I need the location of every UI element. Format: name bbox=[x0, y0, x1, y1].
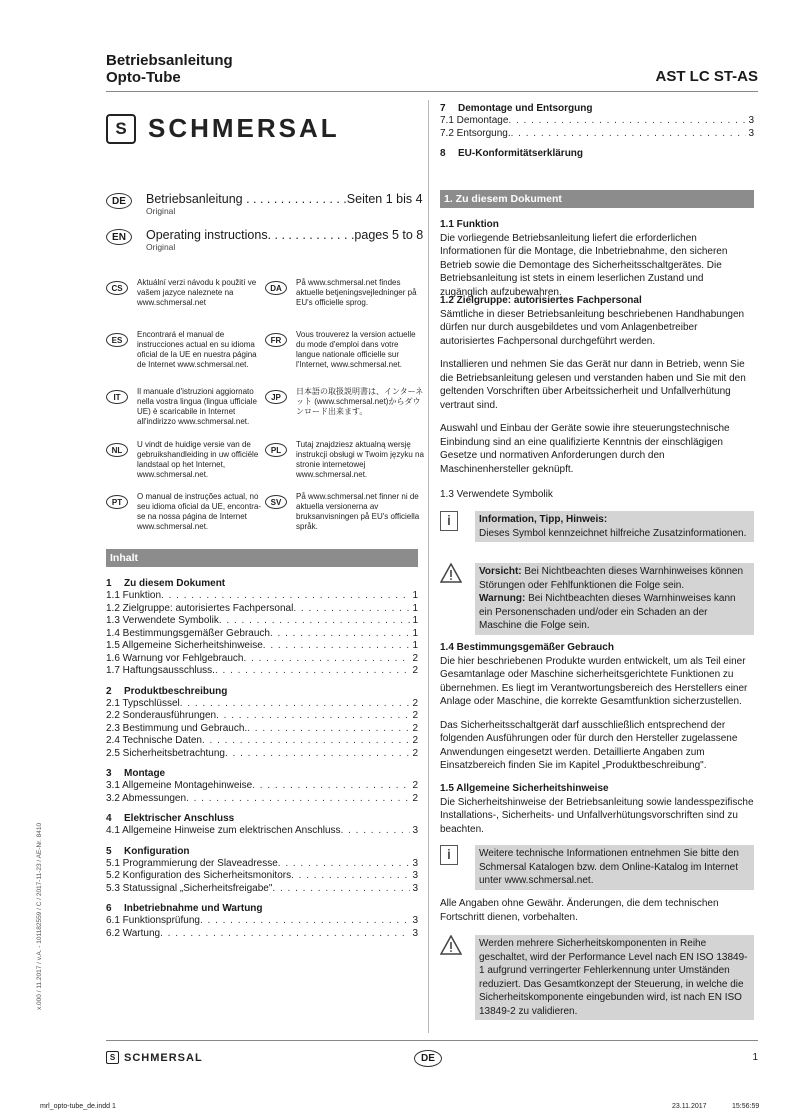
toc-entry-title: 7.2 Entsorgung. bbox=[440, 127, 511, 139]
manual-line: Betriebsanleitung . . . . . . . . . . . . . . .Seiten 1 bis 4 bbox=[146, 192, 423, 206]
toc-entry-page: 3 bbox=[412, 882, 418, 894]
toc-left bbox=[106, 577, 418, 940]
toc-dot-leader bbox=[216, 710, 410, 723]
toc-entry-page: 2 bbox=[412, 697, 418, 709]
toc-gap bbox=[106, 895, 418, 902]
info-box bbox=[440, 511, 754, 542]
footer-brand: SCHMERSAL bbox=[124, 1051, 203, 1064]
print-time: 15:56:59 bbox=[732, 1103, 760, 1110]
lang-badge: CS bbox=[106, 281, 128, 295]
warn-label: Vorsicht: bbox=[479, 566, 522, 577]
warn-text: Bei Nichtbeachten dieses Warnhinweises kann ein Personenschaden und/oder ein Schaden an der Maschine die Folge sein. bbox=[479, 593, 736, 631]
lang-badge: DE bbox=[106, 193, 132, 209]
toc-entry-page: 3 bbox=[412, 825, 418, 836]
toc-gap bbox=[440, 140, 754, 147]
manual-original: Original bbox=[146, 242, 176, 252]
toc-dot-leader bbox=[180, 698, 410, 711]
toc-section-heading[interactable] bbox=[106, 902, 418, 915]
warn-text: Bei Nichtbeachten dieses Warnhinweises können Störungen oder Fehlfunktionen die Folge sein. bbox=[479, 566, 744, 591]
toc-entry-title: 2.5 Sicherheitsbetrachtung bbox=[106, 747, 225, 759]
info-icon: i bbox=[440, 511, 458, 531]
toc-dot-leader bbox=[341, 825, 410, 838]
side-print-code: x.000 / 11.2017 / v.A. - 101182559 / C / 2017-11-23 / AE-Nr. 8410 bbox=[36, 822, 43, 1010]
toc-entry[interactable] bbox=[106, 710, 418, 723]
para: Das Sicherheitsschaltgerät darf ausschließlich entsprechend der folgenden Ausführungen oder für durch den Hersteller zugelassene Anwendungen eingesetzt werden. Detaillierte Angaben zum Einsatzbereich finden Sie im Kapitel „Produktbeschreibung". bbox=[440, 719, 738, 771]
lang-badge: PL bbox=[265, 443, 287, 457]
heading-1-2: 1.2 Zielgruppe: autorisiertes Fachpersonal bbox=[440, 295, 642, 306]
toc-entry-title: 2.4 Technische Daten bbox=[106, 735, 202, 746]
toc-entry-title: 2.3 Bestimmung und Gebrauch. bbox=[106, 722, 248, 734]
lang-note bbox=[265, 492, 424, 544]
toc-section-number: 7 bbox=[440, 103, 446, 114]
manual-original: Original bbox=[146, 206, 176, 216]
toc-section-title: Inbetriebnahme und Wartung bbox=[124, 903, 263, 914]
toc-entry[interactable] bbox=[106, 883, 418, 896]
para: Die hier beschriebenen Produkte wurden entwickelt, um als Teil einer Gesamtanlage oder Maschine sicherheitsgerichtete Funktionen zu übernehmen. Es liegt im Verantwortungsbereich des Herstellers einer Anlage oder Maschine, die korrekte Gesamtfunktion sicherzustellen. bbox=[440, 655, 748, 707]
toc-entry-title: 5.1 Programmierung der Slaveadresse bbox=[106, 857, 278, 869]
toc-entry-title: 6.2 Wartung bbox=[106, 927, 161, 939]
warn-label: Warnung: bbox=[479, 593, 526, 604]
toc-entry-title: 3.2 Abmessungen bbox=[106, 792, 187, 804]
toc-entry-page: 3 bbox=[412, 915, 418, 926]
lang-note bbox=[106, 330, 265, 387]
toc-dot-leader bbox=[272, 883, 410, 896]
lang-note bbox=[106, 492, 265, 544]
toc-entry-page: 1 bbox=[412, 615, 418, 626]
toc-entry-page: 2 bbox=[412, 722, 418, 734]
lang-note bbox=[265, 330, 424, 387]
toc-dot-leader bbox=[161, 590, 410, 603]
toc-section-heading[interactable] bbox=[106, 845, 418, 858]
lang-note bbox=[106, 278, 265, 330]
toc-entry-title: 1.6 Warnung vor Fehlgebrauch bbox=[106, 652, 244, 664]
brand-logo bbox=[106, 113, 340, 144]
toc-section-number: 8 bbox=[440, 148, 446, 159]
footer-rule bbox=[106, 1040, 758, 1041]
toc-gap bbox=[106, 760, 418, 767]
toc-entry-title: 6.1 Funktionsprüfung bbox=[106, 915, 200, 926]
lang-note bbox=[106, 387, 265, 440]
toc-entry-title: 1.3 Verwendete Symbolik bbox=[106, 615, 219, 626]
toc-gap bbox=[106, 805, 418, 812]
toc-entry[interactable] bbox=[106, 915, 418, 928]
toc-section-heading[interactable] bbox=[440, 147, 754, 160]
info-text: Weitere technische Informationen entnehmen Sie bitte den Schmersal Katalogen bzw. dem Online-Katalog im Internet unter www.schmersal.net. bbox=[475, 845, 754, 890]
toc-entry-title: 1.5 Allgemeine Sicherheitshinweise bbox=[106, 640, 263, 651]
toc-entry-page: 1 bbox=[412, 640, 418, 651]
lang-note-text: Vous trouverez la version actuelle du mode d'emploi dans votre langue nationale officielle sur l'Internet, www.schmersal.net. bbox=[296, 330, 416, 369]
toc-dot-leader bbox=[293, 603, 410, 616]
section-1-1 bbox=[440, 218, 754, 299]
footer-lang-badge: DE bbox=[414, 1050, 442, 1067]
para: Die Sicherheitshinweise der Betriebsanleitung sowie landesspezifische Installations-, Sicherheits- und Unfallverhütungsvorschriften sind zu beachten. bbox=[440, 796, 754, 835]
toc-dot-leader bbox=[186, 793, 410, 806]
lang-badge: SV bbox=[265, 495, 287, 509]
toc-entry[interactable] bbox=[106, 723, 418, 736]
toc-section-title: Elektrischer Anschluss bbox=[124, 813, 235, 824]
toc-entry-title: 3.1 Allgemeine Montagehinweise bbox=[106, 780, 253, 791]
header-rule bbox=[106, 91, 758, 92]
toc-entry[interactable] bbox=[106, 858, 418, 871]
toc-entry-title: 1.2 Zielgruppe: autorisiertes Fachpersonal bbox=[106, 602, 294, 614]
lang-note-text: Il manuale d'istruzioni aggiornato nella vostra lingua (lingua ufficiale UE) è scaricabile in Internet all'indirizzo www.schmersal.net. bbox=[137, 387, 257, 426]
toc-dot-leader bbox=[225, 748, 410, 761]
toc-entry[interactable] bbox=[440, 128, 754, 141]
toc-section-title: Produktbeschreibung bbox=[124, 685, 228, 697]
toc-dot-leader bbox=[219, 615, 410, 628]
toc-entry[interactable] bbox=[440, 115, 754, 128]
section-bar: 1. Zu diesem Dokument bbox=[440, 190, 754, 208]
lang-badge: FR bbox=[265, 333, 287, 347]
toc-entry-page: 3 bbox=[748, 115, 754, 126]
toc-entry[interactable] bbox=[106, 640, 418, 653]
language-notes bbox=[106, 278, 424, 544]
toc-entry[interactable] bbox=[106, 928, 418, 941]
warning-icon bbox=[440, 563, 462, 583]
toc-entry[interactable] bbox=[106, 870, 418, 883]
toc-entry-page: 2 bbox=[412, 665, 418, 676]
print-date: 23.11.2017 bbox=[672, 1103, 707, 1110]
lang-note bbox=[106, 440, 265, 492]
para: Sämtliche in dieser Betriebsanleitung beschriebenen Handhabungen dürfen nur durch ausgebildetes und vom Anlagenbetreiber autorisiertes Fachpersonal durchgeführt werden. bbox=[440, 308, 745, 347]
toc-entry-page: 1 bbox=[412, 590, 418, 601]
toc-entry[interactable] bbox=[106, 793, 418, 806]
toc-entry-title: 1.4 Bestimmungsgemäßer Gebrauch bbox=[106, 627, 270, 639]
toc-entry-title: 2.2 Sonderausführungen bbox=[106, 710, 217, 721]
toc-section-number: 2 bbox=[106, 685, 112, 697]
toc-section-number: 3 bbox=[106, 768, 112, 779]
info-icon: i bbox=[440, 845, 458, 865]
para: Auswahl und Einbau der Geräte sowie ihre steuerungstechnische Einbindung sind an eine qualifizierte Kenntnis der einschlägigen Gesetze und normativen Anforderungen durch den Maschinenhersteller geknüpft. bbox=[440, 423, 730, 475]
toc-dot-leader bbox=[215, 665, 410, 678]
section-1-5 bbox=[440, 782, 754, 836]
toc-entry[interactable] bbox=[106, 628, 418, 641]
toc-entry[interactable] bbox=[106, 698, 418, 711]
toc-dot-leader bbox=[278, 858, 410, 871]
toc-section-heading[interactable] bbox=[106, 767, 418, 780]
lang-note-text: Encontrará el manual de instrucciones actual en su idioma oficial de la UE en nuestra página de Internet www.schmersal.net. bbox=[137, 330, 257, 369]
heading-1-4: 1.4 Bestimmungsgemäßer Gebrauch bbox=[440, 642, 614, 653]
lang-note-text: På www.schmersal.net finner ni de aktuella versionerna av bruksanvisningen på EU's officiella språk. bbox=[296, 492, 420, 531]
lang-note-text: U vindt de huidige versie van de gebruikshandleiding in uw officiële landstaal op het Internet, www.schmersal.net. bbox=[137, 440, 259, 479]
info-box bbox=[440, 845, 754, 890]
heading-1-1: 1.1 Funktion bbox=[440, 219, 499, 230]
toc-dot-leader bbox=[247, 723, 410, 736]
toc-heading: Inhalt bbox=[106, 549, 418, 567]
toc-entry[interactable] bbox=[106, 748, 418, 761]
toc-entry-page: 2 bbox=[412, 792, 418, 804]
toc-section-number: 5 bbox=[106, 845, 112, 857]
toc-entry-page: 1 bbox=[412, 602, 418, 614]
toc-dot-leader bbox=[200, 915, 410, 928]
doc-title-line1: Betriebsanleitung bbox=[106, 52, 233, 69]
section-1-4 bbox=[440, 641, 754, 773]
heading-1-3: 1.3 Verwendete Symbolik bbox=[440, 489, 553, 500]
warning-box bbox=[440, 935, 754, 1020]
para: Alle Angaben ohne Gewähr. Änderungen, die dem technischen Fortschritt dienen, vorbehalten. bbox=[440, 898, 719, 923]
toc-right bbox=[440, 102, 754, 160]
para: Installieren und nehmen Sie das Gerät nur dann in Betrieb, wenn Sie die Betriebsanleitung gelesen und verstanden haben und Sie mit den geltenden Vorschriften über Arbeitssicherheit und Unfallverhütung vertraut sind. bbox=[440, 359, 746, 411]
lang-note-text: 日本語の取扱説明書は、インターネット (www.schmersal.net)からダウンロード出来ます。 bbox=[296, 387, 424, 416]
toc-entry-page: 3 bbox=[748, 127, 754, 139]
toc-entry-page: 2 bbox=[412, 780, 418, 791]
lang-badge: ES bbox=[106, 333, 128, 347]
toc-section-number: 1 bbox=[106, 578, 112, 589]
toc-entry[interactable] bbox=[106, 603, 418, 616]
manual-line: Operating instructions. . . . . . . . . . . . .pages 5 to 8 bbox=[146, 228, 424, 242]
toc-entry-title: 4.1 Allgemeine Hinweise zum elektrischen Anschluss bbox=[106, 825, 341, 836]
warning-icon bbox=[440, 935, 462, 955]
toc-dot-leader bbox=[263, 640, 410, 653]
lang-note-text: Tutaj znajdziesz aktualną wersję instrukcji obsługi w Twoim języku na stronie internetowej www.schmersal.net. bbox=[296, 440, 424, 479]
toc-entry-page: 2 bbox=[412, 735, 418, 746]
column-divider bbox=[428, 100, 429, 1033]
toc-section-number: 4 bbox=[106, 813, 112, 824]
footer-logo bbox=[106, 1051, 203, 1064]
toc-gap bbox=[106, 678, 418, 685]
toc-entry-title: 1.7 Haftungsausschluss. bbox=[106, 665, 215, 676]
toc-entry[interactable] bbox=[106, 825, 418, 838]
toc-dot-leader bbox=[202, 735, 410, 748]
toc-entry-title: 7.1 Demontage bbox=[440, 115, 509, 126]
lang-badge: IT bbox=[106, 390, 128, 404]
toc-entry[interactable] bbox=[106, 735, 418, 748]
manual-de bbox=[106, 192, 424, 228]
lang-note-text: På www.schmersal.net findes aktuelle betjeningsvejledninger på EU's officielle sprog. bbox=[296, 278, 417, 307]
lang-badge: DA bbox=[265, 281, 287, 295]
lang-badge: EN bbox=[106, 229, 132, 245]
toc-entry[interactable] bbox=[106, 653, 418, 666]
info-title: Information, Tipp, Hinweis: bbox=[479, 514, 608, 525]
print-file: mrl_opto-tube_de.indd 1 bbox=[40, 1103, 116, 1110]
toc-dot-leader bbox=[270, 628, 410, 641]
toc-dot-leader bbox=[511, 128, 746, 141]
toc-entry[interactable] bbox=[106, 615, 418, 628]
toc-section-title: Demontage und Entsorgung bbox=[458, 103, 593, 114]
lang-badge: NL bbox=[106, 443, 128, 457]
toc-entry-page: 3 bbox=[412, 927, 418, 939]
toc-entry-page: 2 bbox=[412, 710, 418, 721]
toc-entry-title: 2.1 Typschlüssel bbox=[106, 697, 180, 709]
toc-entry-page: 2 bbox=[412, 747, 418, 759]
toc-dot-leader bbox=[291, 870, 410, 883]
toc-entry-title: 5.3 Statussignal „Sicherheitsfreigabe" bbox=[106, 882, 273, 894]
toc-entry-title: 5.2 Konfiguration des Sicherheitsmonitors bbox=[106, 870, 292, 881]
logo-mark-icon: S bbox=[106, 114, 136, 144]
toc-entry-page: 3 bbox=[412, 857, 418, 869]
lang-note-text: Aktuální verzi návodu k použití ve vašem jazyce naleznete na www.schmersal.net bbox=[137, 278, 257, 307]
logo-mark-icon: S bbox=[106, 1051, 119, 1064]
logo-text: SCHMERSAL bbox=[148, 113, 340, 143]
lang-note bbox=[265, 278, 424, 330]
toc-entry[interactable] bbox=[106, 590, 418, 603]
lang-note bbox=[265, 440, 424, 492]
toc-section-title: EU-Konformitätserklärung bbox=[458, 148, 584, 159]
doc-title-line2: Opto-Tube bbox=[106, 69, 181, 86]
toc-section-heading[interactable] bbox=[106, 812, 418, 825]
toc-entry[interactable] bbox=[106, 665, 418, 678]
warning-box bbox=[440, 563, 754, 635]
toc-entry-title: 1.1 Funktion bbox=[106, 590, 162, 601]
info-text: Dieses Symbol kennzeichnet hilfreiche Zusatzinformationen. bbox=[479, 527, 747, 539]
toc-section-title: Konfiguration bbox=[124, 845, 190, 857]
lang-badge: PT bbox=[106, 495, 128, 509]
toc-section-heading[interactable] bbox=[440, 102, 754, 115]
toc-entry[interactable] bbox=[106, 780, 418, 793]
toc-dot-leader bbox=[244, 653, 411, 666]
toc-entry-page: 2 bbox=[412, 652, 418, 664]
heading-1-5: 1.5 Allgemeine Sicherheitshinweise bbox=[440, 783, 609, 794]
toc-entry-page: 3 bbox=[412, 870, 418, 881]
toc-section-number: 6 bbox=[106, 903, 112, 914]
model-name: AST LC ST-AS bbox=[655, 68, 758, 85]
toc-dot-leader bbox=[252, 780, 410, 793]
lang-note bbox=[265, 387, 424, 440]
toc-gap bbox=[106, 838, 418, 845]
toc-section-heading[interactable] bbox=[106, 685, 418, 698]
toc-section-heading[interactable] bbox=[106, 577, 418, 590]
toc-section-title: Zu diesem Dokument bbox=[124, 578, 226, 589]
page-number: 1 bbox=[752, 1052, 758, 1063]
section-1-2 bbox=[440, 294, 754, 476]
manual-list bbox=[106, 192, 424, 252]
toc-dot-leader bbox=[508, 115, 746, 128]
toc-dot-leader bbox=[160, 928, 410, 941]
para: Die vorliegende Betriebsanleitung liefert die erforderlichen Informationen für die Montage, die Inbetriebnahme, den sicheren Betrieb sowie die Demontage des Sicherheitsschaltgerätes. Die Betriebsanleitung ist stets in einem leserlichen Zustand und zugänglich aufzubewahren. bbox=[440, 232, 728, 298]
toc-entry-page: 1 bbox=[412, 627, 418, 639]
lang-note-text: O manual de instruções actual, no seu idioma oficial da UE, encontra-se na nossa página de Internet www.schmersal.net. bbox=[137, 492, 262, 531]
warn-text: Werden mehrere Sicherheitskomponenten in Reihe geschaltet, wird der Performance Level nach EN ISO 13849-1 aufgrund verringerter Fehlerkennung unter Umständen reduziert. Das Gesamtkonzept der Steuerung, in welche die Sicherheitskomponente eingebunden wird, ist nach EN ISO 13849-2 zu validieren. bbox=[475, 935, 754, 1020]
toc-section-title: Montage bbox=[124, 768, 166, 779]
lang-badge: JP bbox=[265, 390, 287, 404]
manual-en bbox=[106, 228, 424, 252]
